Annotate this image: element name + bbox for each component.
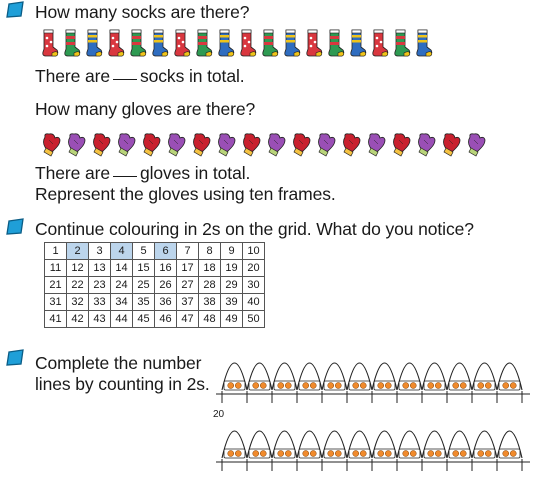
grid-cell-25[interactable]: 25	[133, 277, 155, 294]
q4-question-line2: lines by counting in 2s.	[35, 374, 210, 394]
red-sock-icon	[238, 29, 257, 58]
red-glove-icon	[390, 132, 414, 158]
number-line-2-jump	[322, 431, 347, 458]
grid-cell-43[interactable]: 43	[89, 311, 111, 328]
number-line-2-jump	[272, 431, 297, 458]
grid-cell-28[interactable]: 28	[199, 277, 221, 294]
q1-sentence-start: There are	[35, 66, 110, 86]
blue-sock-icon	[150, 29, 169, 58]
grid-cell-44[interactable]: 44	[111, 311, 133, 328]
blue-sock-icon	[216, 29, 235, 58]
green-sock-icon	[326, 29, 345, 58]
grid-cell-16[interactable]: 16	[155, 260, 177, 277]
grid-cell-27[interactable]: 27	[177, 277, 199, 294]
number-line-1-jump	[422, 363, 447, 390]
grid-row	[45, 294, 265, 311]
grid-cell-29[interactable]: 29	[221, 277, 243, 294]
number-line-2-jump	[472, 431, 497, 458]
grid-cell-15[interactable]: 15	[133, 260, 155, 277]
grid-cell-14[interactable]: 14	[111, 260, 133, 277]
red-sock-icon	[370, 29, 389, 58]
grid-cell-4[interactable]: 4	[111, 243, 133, 260]
grid-cell-20[interactable]: 20	[243, 260, 265, 277]
question-marker-icon	[6, 349, 25, 366]
number-line-2-jump	[347, 431, 372, 458]
q2-sentence-end: gloves in total.	[139, 163, 251, 183]
number-line-1-jump	[297, 363, 322, 390]
red-glove-icon	[290, 132, 314, 158]
purple-glove-icon	[315, 132, 339, 158]
number-line-1-jump	[472, 363, 497, 390]
grid-cell-42[interactable]: 42	[67, 311, 89, 328]
q2-instruction: Represent the gloves using ten frames.	[35, 184, 336, 204]
grid-cell-9[interactable]: 9	[221, 243, 243, 260]
grid-cell-40[interactable]: 40	[243, 294, 265, 311]
grid-cell-45[interactable]: 45	[133, 311, 155, 328]
purple-glove-icon	[165, 132, 189, 158]
grid-cell-50[interactable]: 50	[243, 311, 265, 328]
grid-cell-23[interactable]: 23	[89, 277, 111, 294]
grid-cell-32[interactable]: 32	[67, 294, 89, 311]
number-line-1-jump	[397, 363, 422, 390]
red-glove-icon	[40, 132, 64, 158]
grid-cell-36[interactable]: 36	[155, 294, 177, 311]
number-line-1-jump	[347, 363, 372, 390]
number-line-2-jump	[447, 431, 472, 458]
number-line-2-jump	[497, 431, 522, 458]
question-marker-icon	[6, 1, 25, 18]
red-glove-icon	[90, 132, 114, 158]
number-line-1-jump	[497, 363, 522, 390]
q2-answer-sentence	[35, 163, 250, 184]
purple-glove-icon	[465, 132, 489, 158]
grid-cell-38[interactable]: 38	[199, 294, 221, 311]
number-line-1-jump	[222, 363, 247, 390]
number-line-2-jump	[372, 431, 397, 458]
grid-cell-48[interactable]: 48	[199, 311, 221, 328]
grid-cell-21[interactable]: 21	[45, 277, 67, 294]
red-glove-icon	[240, 132, 264, 158]
grid-row	[45, 260, 265, 277]
grid-cell-11[interactable]: 11	[45, 260, 67, 277]
grid-cell-39[interactable]: 39	[221, 294, 243, 311]
grid-cell-49[interactable]: 49	[221, 311, 243, 328]
grid-cell-17[interactable]: 17	[177, 260, 199, 277]
q3-question: Continue colouring in 2s on the grid. What do you notice?	[35, 219, 474, 239]
number-line-2-jump	[297, 431, 322, 458]
socks-row	[40, 28, 433, 58]
blue-sock-icon	[348, 29, 367, 58]
number-line-1-jump	[322, 363, 347, 390]
purple-glove-icon	[415, 132, 439, 158]
grid-cell-8[interactable]: 8	[199, 243, 221, 260]
grid-cell-46[interactable]: 46	[155, 311, 177, 328]
number-line-2-jump	[422, 431, 447, 458]
green-sock-icon	[392, 29, 411, 58]
red-glove-icon	[440, 132, 464, 158]
grid-cell-47[interactable]: 47	[177, 311, 199, 328]
q1-sentence-end: socks in total.	[139, 66, 245, 86]
red-sock-icon	[172, 29, 191, 58]
q4-question-line1: Complete the number	[35, 353, 202, 373]
grid-cell-37[interactable]: 37	[177, 294, 199, 311]
number-line-1-jump	[372, 363, 397, 390]
grid-cell-3[interactable]: 3	[89, 243, 111, 260]
number-line-2	[216, 428, 530, 474]
grid-cell-13[interactable]: 13	[89, 260, 111, 277]
grid-cell-30[interactable]: 30	[243, 277, 265, 294]
blue-sock-icon	[84, 29, 103, 58]
gloves-row	[40, 130, 489, 158]
green-sock-icon	[62, 29, 81, 58]
grid-cell-10[interactable]: 10	[243, 243, 265, 260]
grid-cell-5[interactable]: 5	[133, 243, 155, 260]
grid-cell-41[interactable]: 41	[45, 311, 67, 328]
grid-cell-35[interactable]: 35	[133, 294, 155, 311]
grid-cell-12[interactable]: 12	[67, 260, 89, 277]
grid-row	[45, 243, 265, 260]
question-marker-icon	[6, 218, 25, 235]
number-line-2-jump	[397, 431, 422, 458]
grid-cell-31[interactable]: 31	[45, 294, 67, 311]
grid-cell-24[interactable]: 24	[111, 277, 133, 294]
grid-cell-34[interactable]: 34	[111, 294, 133, 311]
number-grid	[44, 242, 265, 328]
blue-sock-icon	[282, 29, 301, 58]
q1-answer-sentence	[35, 66, 245, 87]
q2-sentence-start: There are	[35, 163, 110, 183]
grid-cell-33[interactable]: 33	[89, 294, 111, 311]
grid-cell-6[interactable]: 6	[155, 243, 177, 260]
green-sock-icon	[194, 29, 213, 58]
green-sock-icon	[128, 29, 147, 58]
q1-answer-blank[interactable]	[113, 79, 137, 80]
purple-glove-icon	[115, 132, 139, 158]
grid-cell-26[interactable]: 26	[155, 277, 177, 294]
number-line-1-jump	[247, 363, 272, 390]
red-sock-icon	[40, 29, 59, 58]
number-line-1-jump	[447, 363, 472, 390]
red-glove-icon	[190, 132, 214, 158]
grid-cell-22[interactable]: 22	[67, 277, 89, 294]
grid-cell-18[interactable]: 18	[199, 260, 221, 277]
green-sock-icon	[260, 29, 279, 58]
grid-cell-2[interactable]: 2	[67, 243, 89, 260]
number-line-1-start-label: 20	[213, 409, 225, 420]
number-line-2-jump	[247, 431, 272, 458]
q1-question: How many socks are there?	[35, 2, 250, 22]
red-glove-icon	[140, 132, 164, 158]
grid-cell-7[interactable]: 7	[177, 243, 199, 260]
purple-glove-icon	[265, 132, 289, 158]
red-sock-icon	[106, 29, 125, 58]
number-line-1	[216, 360, 530, 406]
red-glove-icon	[340, 132, 364, 158]
q2-question: How many gloves are there?	[35, 99, 256, 119]
grid-cell-1[interactable]: 1	[45, 243, 67, 260]
red-sock-icon	[304, 29, 323, 58]
grid-row	[45, 311, 265, 328]
grid-cell-19[interactable]: 19	[221, 260, 243, 277]
blue-sock-icon	[414, 29, 433, 58]
number-line-2-jump	[222, 431, 247, 458]
q2-answer-blank[interactable]	[113, 176, 137, 177]
purple-glove-icon	[365, 132, 389, 158]
purple-glove-icon	[65, 132, 89, 158]
purple-glove-icon	[215, 132, 239, 158]
number-line-1-jump	[272, 363, 297, 390]
grid-row	[45, 277, 265, 294]
